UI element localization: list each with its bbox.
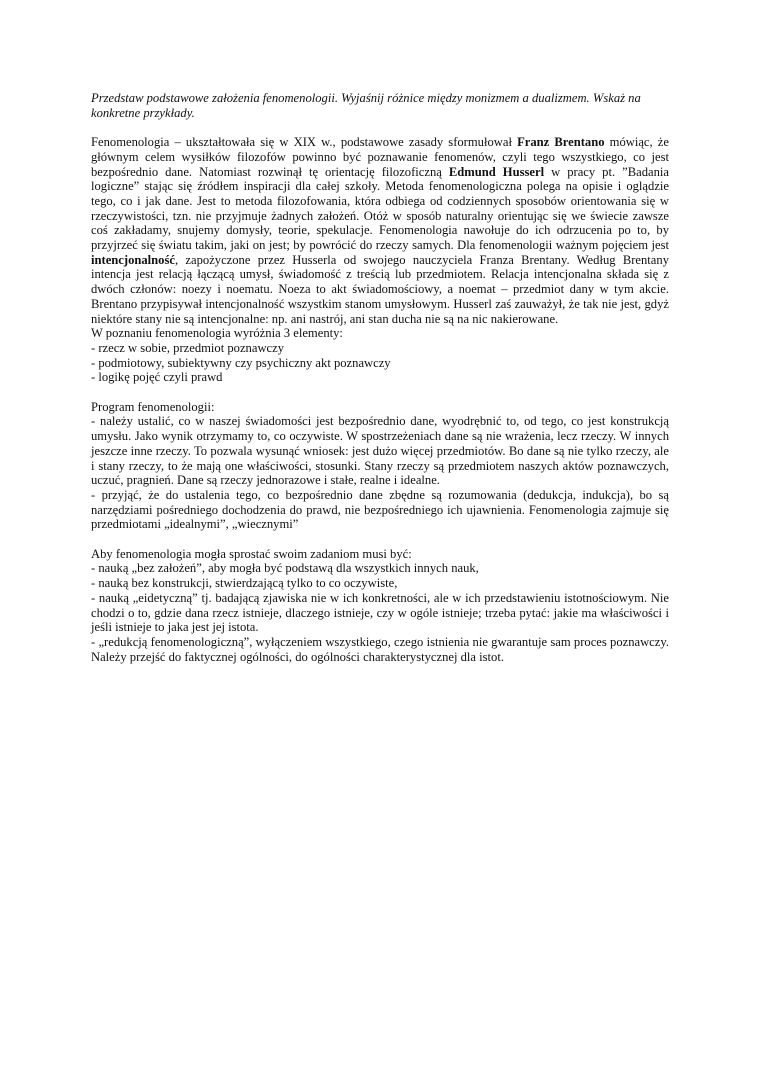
- list-item: - przyjąć, że do ustalenia tego, co bezpośrednio dane zbędne są rozumowania (dedukcja, indukcja), bo są narzędziami pośredniego dochodzenia do prawd, nie bezpośredniego ich ujawnienia. Fenomenologia zajmuje się przedmiotami „idealnymi”, „wiecznymi”: [91, 487, 669, 532]
- intro-text-2: mówiąc, że głównym celem wysiłków filozofów powinno być poznawanie fenomenów, czyli tego wszystkiego, co jest bezpośrednio dane. Natomiast rozwinął tę orientację filozoficzną: [91, 135, 669, 179]
- document-page: [91, 91, 669, 664]
- name-edmund-husserl: Edmund Husserl: [448, 164, 545, 179]
- list-item: - nauką bez konstrukcji, stwierdzającą tylko to co oczywiste,: [91, 576, 398, 591]
- list-item: - rzecz w sobie, przedmiot poznawczy: [91, 340, 285, 355]
- list-item: - logikę pojęć czyli prawd: [91, 370, 223, 385]
- list-item: - należy ustalić, co w naszej świadomości jest bezpośrednio dane, wyodrębnić to, od tego, co jest konstrukcją umysłu. Jako wynik otrzymamy to, co oczywiste. W spostrzeżeniach dane są nie wrażenia, lecz rzeczy. W innych jeszcze inne rzeczy. To pozwala wysunąć wniosek: jest dużo więcej przedmiotów. Bo dane są nie tylko rzeczy, ale i stany rzeczy, to że mają one właściwości, stosunki. Stany rzeczy są przedmiotem naszych aktów poznawczych, uczuć, pragnień. Dane są rzeczy jednorazowe i stałe, realne i idealne.: [91, 414, 669, 488]
- intro-text-4: , zapożyczone przez Husserla od swojego nauczyciela Franza Brentany. Według Brentany intencja jest relacją łączącą umysł, świadomość z treścią lub przedmiotem. Relacja intencjonalna składa się z dwóch członów: noezy i noematu. Noeza to akt świadomościowy, a noemat – przedmiot dany w tym akcie. Brentano przypisywał intencjonalność wszystkim stanom umysłowym. Husserl zaś zauważył, że tak nie jest, gdyż niektóre stany nie są intencjonalne: np. ani nastrój, ani stan ducha nie są na nic nakierowane.: [91, 252, 669, 326]
- intro-paragraph: [91, 135, 669, 326]
- program-heading: Program fenomenologii:: [91, 399, 215, 414]
- list-item: - nauką „bez założeń”, aby mogła być podstawą dla wszystkich innych nauk,: [91, 561, 479, 576]
- intro-text-1: Fenomenologia – ukształtowała się w XIX w., podstawowe zasady sformułował: [91, 135, 518, 150]
- list-item: - „redukcją fenomenologiczną”, wyłączeniem wszystkiego, czego istnienia nie gwarantuje sam proces poznawczy. Należy przejść do faktycznej ogólności, do ogólności charakterystycznej dla istot.: [91, 634, 669, 664]
- conditions-heading: Aby fenomenologia mogła sprostać swoim zadaniom musi być:: [91, 546, 412, 561]
- intro-text-3: w pracy pt. ”Badania logiczne” stając się źródłem inspiracji dla całej szkoły. Metoda fenomenologiczna polega na opisie i oglądzie tego, co i jak dane. Jest to metoda filozofowania, która odbiega od codziennych sposobów orientowania się w rzeczywistości, tzn. nie przyjmuje żadnych założeń. Otóż w sposób naturalny orientując się we świecie zawsze coś zakładamy, snujemy domysły, teorie, spekulacje. Fenomenologia nawołuje do ich odrzucenia po to, by przyjrzeć się światu takim, jaki on jest; by powrócić do rzeczy samych. Dla fenomenologii ważnym pojęciem jest: [91, 164, 669, 253]
- spacer: [91, 532, 669, 547]
- elements-heading: W poznaniu fenomenologia wyróżnia 3 elementy:: [91, 326, 343, 341]
- list-item: - podmiotowy, subiektywny czy psychiczny akt poznawczy: [91, 355, 391, 370]
- list-item: - nauką „eidetyczną” tj. badającą zjawiska nie w ich konkretności, ale w ich przedstawieniu istotnościowym. Nie chodzi o to, gdzie dana rzecz istnieje, dlaczego istnieje, czy w ogóle istnieje; trzeba pytać: jakie ma właściwości i jeśli istnieje to jaka jest jej istota.: [91, 590, 669, 635]
- question-text: Przedstaw podstawowe założenia fenomenologii. Wyjaśnij różnice między monizmem a dualizmem. Wskaż na konkretne przykłady.: [91, 91, 641, 120]
- name-franz-brentano: Franz Brentano: [517, 135, 605, 150]
- term-intencjonalnosc: intencjonalność: [91, 252, 175, 267]
- spacer: [91, 120, 669, 135]
- spacer: [91, 385, 669, 400]
